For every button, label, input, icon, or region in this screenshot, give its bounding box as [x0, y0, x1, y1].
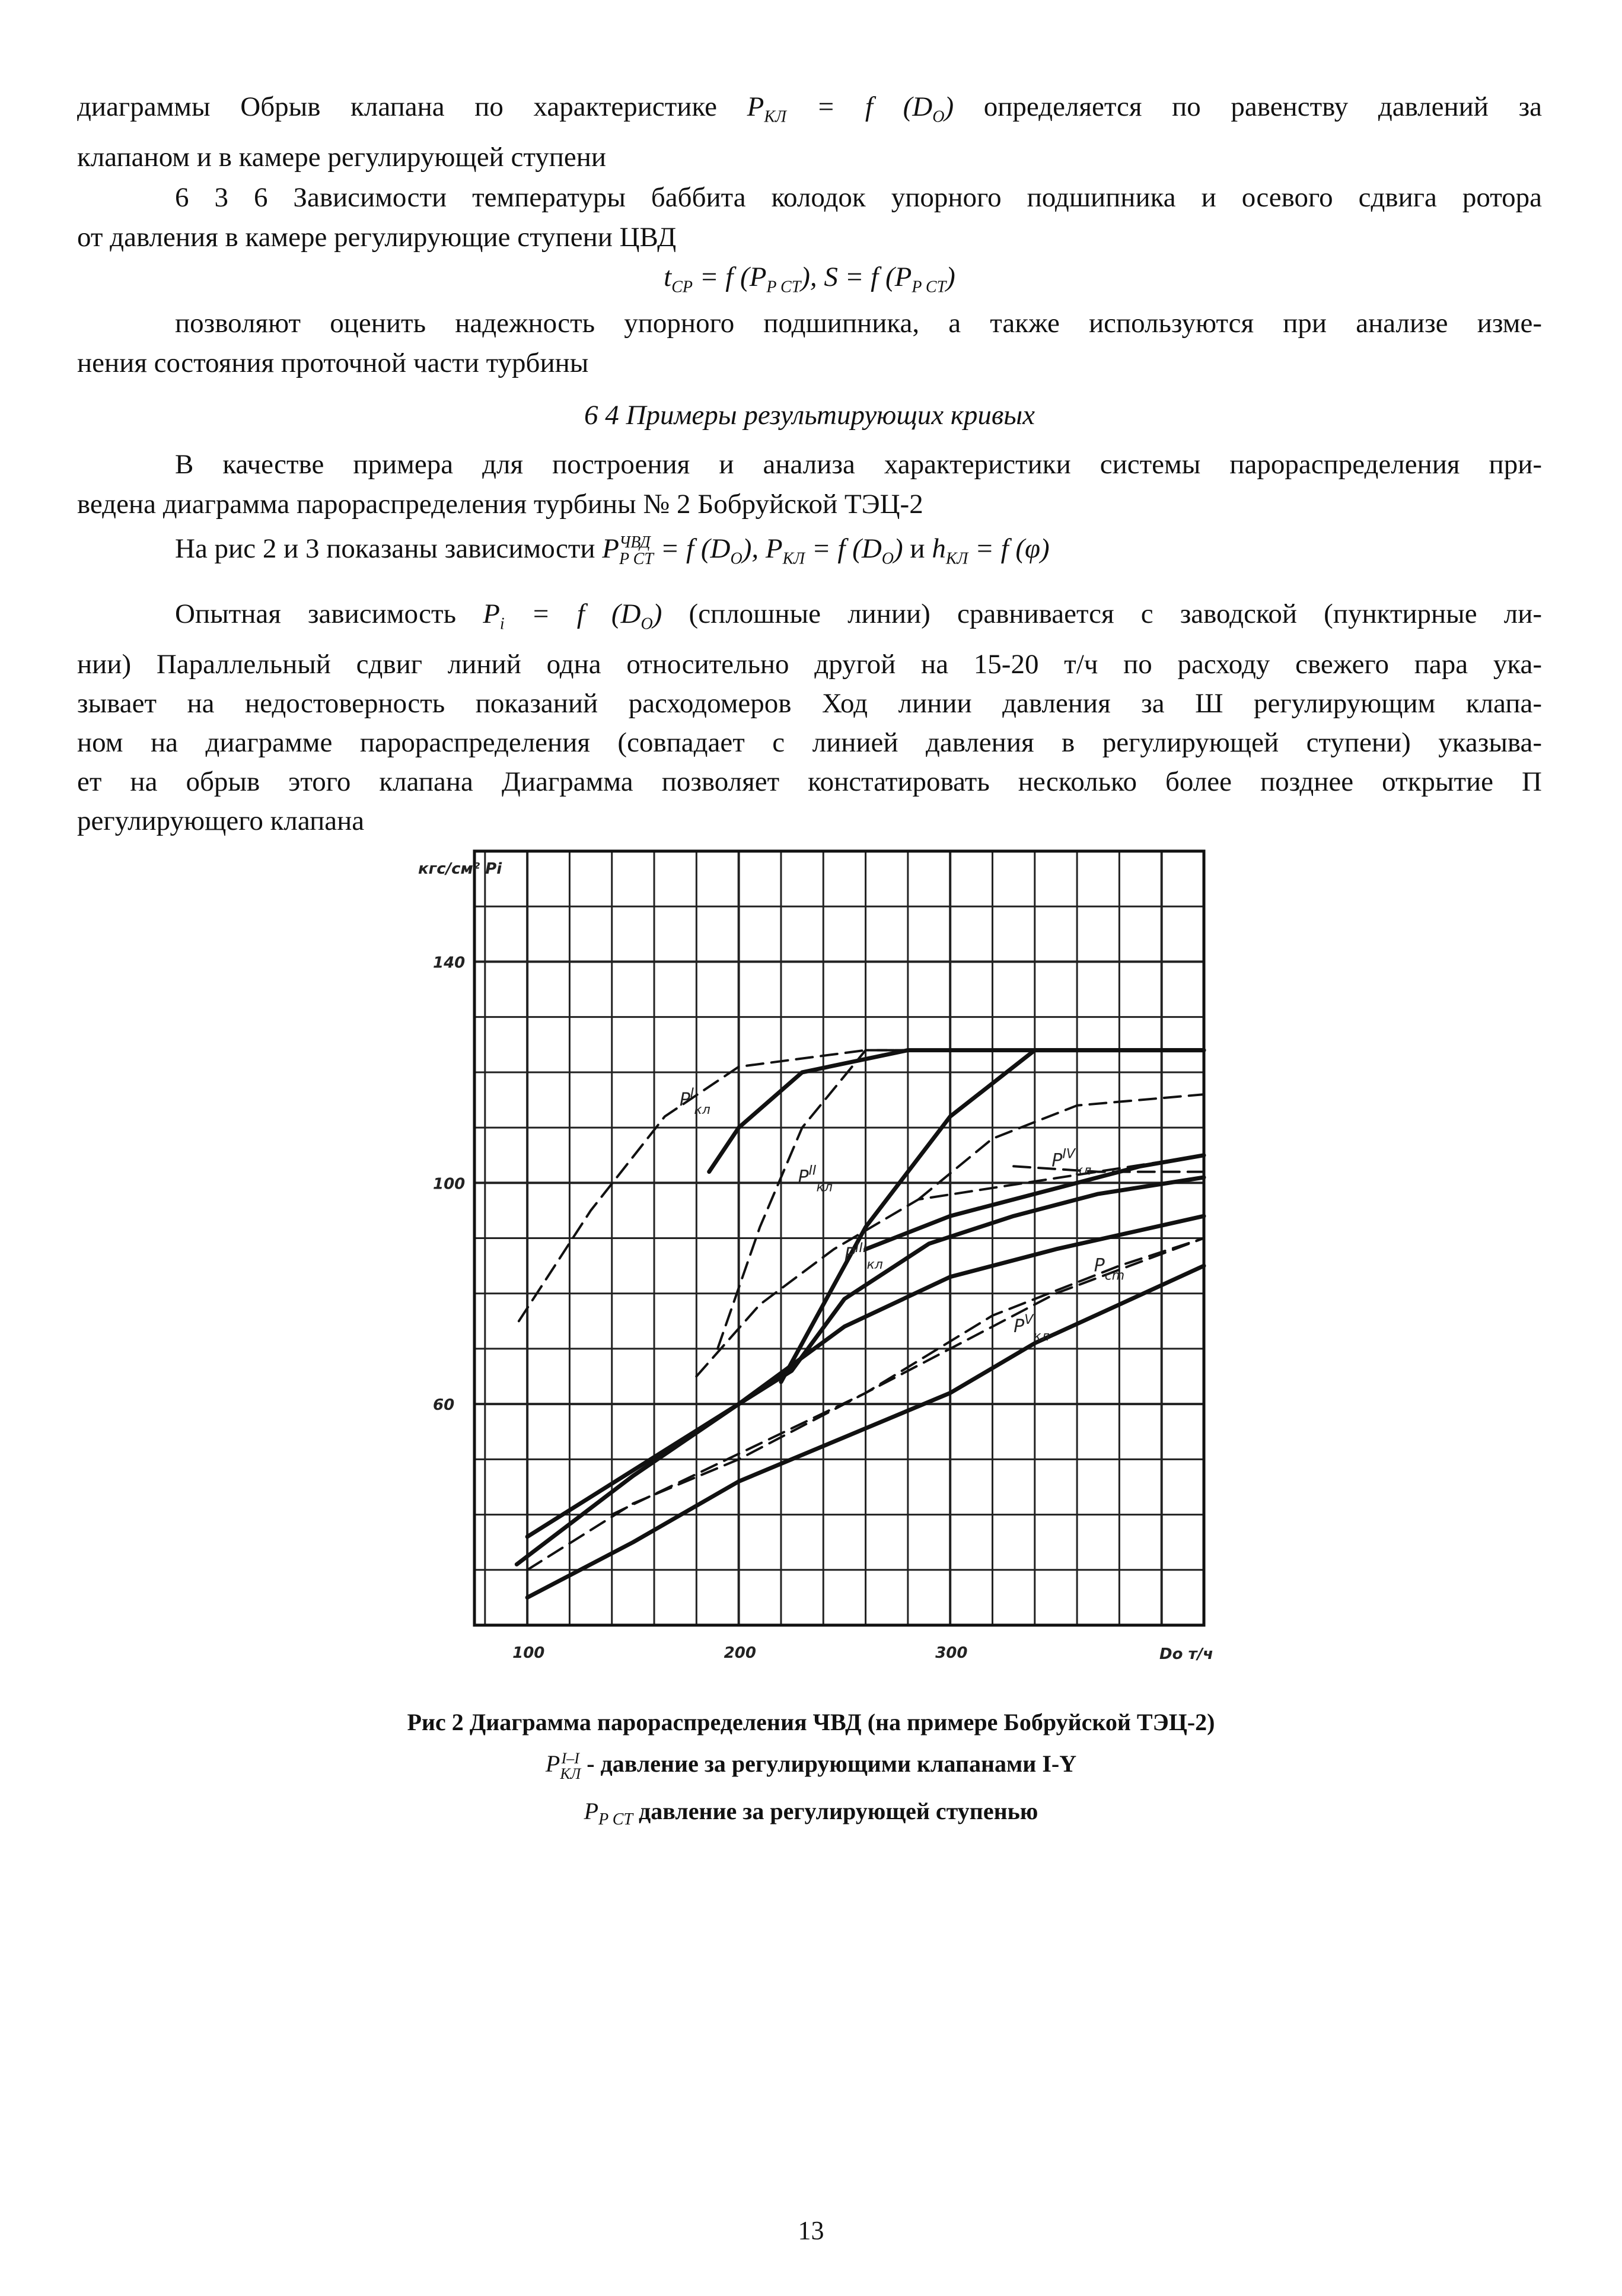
- legend-symbol: $P_{P CT}$: [584, 1798, 633, 1829]
- chart-labels: [680, 1086, 1124, 1344]
- formula-tcp: $t_{CP} = f$ $(P_{P CT})$, S = f $(P_{P CT})$: [664, 262, 955, 297]
- curve-label: $P_{cm}$: [1094, 1255, 1125, 1284]
- formula-pct: P ЧВД P CT = f $(D_O)$, $P_{КЛ} = f$ $(D_O)$: [602, 533, 903, 569]
- paragraph-line: [77, 528, 1542, 579]
- x-axis-unit: Dо т/ч: [1159, 1645, 1213, 1663]
- text-fragment: определяется по равенству давлений за: [983, 91, 1543, 122]
- x-tick-label: 100: [512, 1644, 545, 1662]
- text-fragment: диаграммы Обрыв клапана по характеристике: [77, 91, 717, 122]
- text-fragment: и: [910, 533, 925, 564]
- paragraph-line: нии) Параллельный сдвиг линий одна относительно другой на 15-20 т/ч по расходу свежего пара ука-: [77, 649, 1542, 680]
- paragraph-line: позволяют оценить надежность упорного подшипника, а также используются при анализе изме-: [175, 308, 1542, 339]
- curve-label: $P^{III}_{кл}$: [844, 1240, 883, 1272]
- curve-label: $P^I_{кл}$: [679, 1085, 710, 1117]
- paragraph-line: ет на обрыв этого клапана Диаграмма позволяет констатировать несколько более позднее открытие П: [77, 766, 1542, 797]
- y-tick-label: 100: [433, 1175, 466, 1193]
- series-line: [718, 1050, 1204, 1349]
- paragraph-line: [77, 593, 1542, 645]
- paragraph-line: 6 3 6 Зависимости температуры баббита колодок упорного подшипника и осевого сдвига ротора: [175, 182, 1542, 213]
- paragraph-line: регулирующего клапана: [77, 805, 365, 836]
- paragraph-line: от давления в камере регулирующие ступени ЦВД: [77, 222, 677, 253]
- paragraph-line: ведена диаграмма парораспределения турбины № 2 Бобруйской ТЭЦ-2: [77, 489, 923, 520]
- y-tick-label: 140: [433, 954, 466, 972]
- curve-label: $P^{IV}_{кл}$: [1051, 1147, 1092, 1179]
- legend-symbol: P I–I КЛ: [545, 1749, 581, 1782]
- series-line: [519, 1050, 1204, 1321]
- text-fragment: (сплошные линии) сравнивается с заводской (пунктирные ли-: [689, 598, 1543, 629]
- curve-label: $P^V_{кл}$: [1014, 1312, 1050, 1344]
- page-number: 13: [798, 2216, 824, 2245]
- paragraph-line: В качестве примера для построения и анализа характеристики системы парораспределения при-: [175, 449, 1542, 480]
- figure-legend-line: [0, 1750, 1622, 1782]
- legend-text: давление за регулирующей ступенью: [638, 1798, 1038, 1824]
- paragraph-line: [77, 86, 1542, 138]
- paragraph-line: нения состояния проточной части турбины: [77, 348, 589, 378]
- y-axis-unit: кгс/см² Pi: [418, 860, 502, 878]
- paragraph-line: клапаном и в камере регулирующей ступени: [77, 142, 607, 173]
- x-tick-label: 200: [724, 1644, 756, 1662]
- chart-grid: [474, 851, 1204, 1625]
- formula-pkl: $P_{КЛ} = f$ $(D_O)$: [747, 91, 954, 126]
- paragraph-line: ном на диаграмме парораспределения (совпадает с линией давления в регулирующей ступени) указыва-: [77, 727, 1542, 758]
- figure-legend-line: [0, 1797, 1622, 1829]
- formula-hkl: $h_{КЛ} = f$ (φ): [932, 533, 1050, 568]
- formula-pi: $P_i = f$ $(D_O)$: [483, 598, 662, 633]
- text-fragment: Опытная зависимость: [175, 598, 457, 629]
- valve-distribution-chart: [409, 827, 1239, 1682]
- figure-caption: Рис 2 Диаграмма парораспределения ЧВД (на примере Бобруйской ТЭЦ-2): [407, 1709, 1215, 1735]
- curve-label: $P^{II}_{кл}$: [798, 1163, 833, 1195]
- legend-text: - давление за регулирующими клапанами I-Y: [587, 1750, 1077, 1777]
- paragraph-line: зывает на недостоверность показаний расходомеров Ход линии давления за Ш регулирующим клапа-: [77, 688, 1542, 719]
- section-heading: 6 4 Примеры результирующих кривых: [584, 400, 1035, 431]
- x-tick-label: 300: [935, 1644, 968, 1662]
- text-fragment: На рис 2 и 3 показаны зависимости: [175, 533, 595, 564]
- y-tick-label: 60: [433, 1396, 455, 1415]
